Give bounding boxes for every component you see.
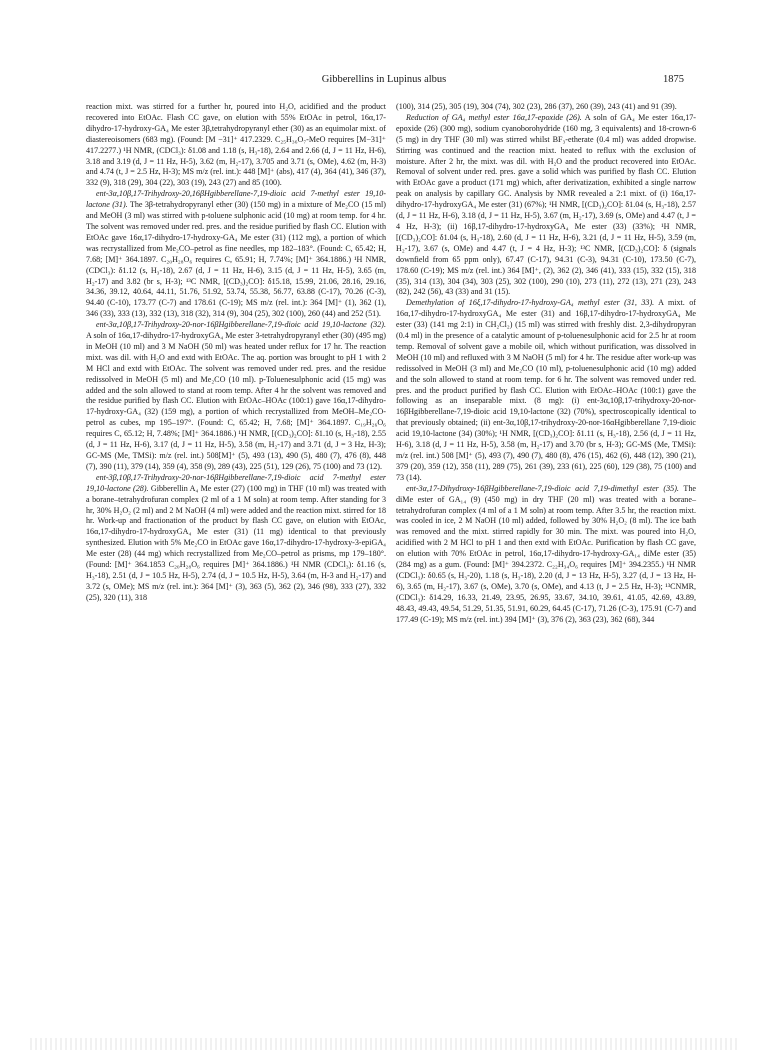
section-paragraph bbox=[396, 298, 696, 483]
scan-footer-strip bbox=[30, 1038, 738, 1050]
section-paragraph bbox=[86, 473, 386, 604]
section-paragraph bbox=[396, 484, 696, 626]
section-title: Demethylation of 16ξ,17-dihydro-17-hydroxy-GA₄ methyl ester (31, 33). bbox=[406, 298, 655, 308]
page-number: 1875 bbox=[663, 74, 684, 85]
section-title: ent-3β,10β,17-Trihydroxy-20-nor-16βHgibberellane-7,19-dioic acid 7-methyl ester 19,10-lactone (28). bbox=[86, 472, 386, 493]
running-title: Gibberellins in Lupinus albus bbox=[321, 74, 447, 85]
section-title: Reduction of GA₄ methyl ester 16α,17-epoxide (26). bbox=[406, 112, 582, 122]
right-column bbox=[396, 102, 696, 626]
section-body: Gibberellin A₄ Me ester (27) (100 mg) in THF (10 ml) was treated with a borane–tetrahydrofuran complex (2 ml of a 1 M soln) at room temp. After standing for 3 hr, 30% H₂O₂ (2 ml) and 2 M NaOH (4 ml) were added and the reaction mixt. stirred for 18 hr. Work-up and fractionation of the product by flash CC gave, on elution with EtOAc, 16α,17-dihydro-17-hydroxyGA₄ Me ester (31) (11 mg) identical to that previously synthesized. Elution with 5% Me₂CO in EtOAc gave 16α,17-dihydro-17-hydroxy-3-epiGA₄ Me ester (28) (44 mg) which recrystallized from Me₂CO–petrol as prisms, mp 179–180°. (Found: [M]⁺ 364.1853 C₂₀H₂₈O₆ requires [M]⁺ 364.1886.) ¹H NMR (CDCl₃): δ1.16 (s, H₃-18), 2.51 (d, J = 10.5 Hz, H-5), 2.74 (d, J = 10.5 Hz, H-5), 3.64 (m, H-3 and H₂-17) and 3.72 (s, OMe); MS m/z (rel. int.): 364 [M]⁺ (3), 363 (5), 362 (2), 346 (98), 333 (27), 332 (25), 320 (11), 318 bbox=[86, 483, 386, 602]
section-body: A soln of 16α,17-dihydro-17-hydroxyGA₄ Me ester 3-tetrahydropyranyl ether (30) (495 mg) in MeOH (10 ml) and 3 M NaOH (50 ml) was heated under reflux for 17 hr. The reaction mixt. was dil. with H₂O and extd with EtOAc. The aq. portion was brought to pH 1 with 2 M HCl and extd with EtOAc. The solvent was removed under red. pres. and the residue redissolved in MeOH (5 ml) and Me₂CO (10 ml). p-Toluenesulphonic acid (15 mg) was added and the soln allowed to stand at room temp. After 4 hr the solvent was removed and the residue purified by flash CC. Elution with EtOAc–HOAc (100:1) gave 16α,17-dihydro-17-hydroxy-GA₄ (32) (159 mg), a portion of which recrystallized from MeOH–Me₂CO-petrol as cubes, mp 195–197°. (Found: C, 65.42; H, 7.68; [M]⁺ 364.1897. C₁₉H₂₆O₆ requires C, 65.12; H, 7.48%; [M]⁺ 364.1886.) ¹H NMR, [(CD₃)₂CO]: δ1.10 (s, H₃-18), 2.55 (d, J = 11 Hz, H-6), 3.17 (d, J = 11 Hz, H-5), 3.58 (m, H₂-17) and 3.71 (d, J = 3 Hz, H-3); GC-MS (Me, TMSi): m/z (rel. int.) 508[M]⁺ (5), 493 (13), 490 (5), 480 (7), 476 (8), 448 (7), 390 (11), 379 (14), 359 (4), 358 (9), 289 (43), 225 (51), 129 (26), 75 (100) and 73 (12). bbox=[86, 331, 386, 471]
section-title: ent-3α,10β,17-Trihydroxy-20,16βHgibberellane-7,19-dioic acid 7-methyl ester 19,10-lactone (31). bbox=[86, 189, 386, 210]
section-paragraph bbox=[86, 189, 386, 320]
continued-paragraph: (100), 314 (25), 305 (19), 304 (74), 302 (23), 286 (37), 260 (39), 243 (41) and 91 (39). bbox=[396, 102, 677, 111]
section-body: A soln of GA₄ Me ester 16α,17-epoxide (26) (300 mg), sodium cyanoborohydride (160 mg, 3 equivalents) and 18-crown-6 (5 mg) in dry THF (30 ml) was stirred whilst BF₃-etherate (0.4 ml) was added dropwise. Stirring was continued and the reaction mixt. heated to reflux with the exclusion of moisture. After 2 hr, the mixt. was dil. with H₂O and the product recovered into EtOAc. Removal of solvent under red. pres. gave a solid which was purified by flash CC. Elution with EtOAc gave a product (171 mg) which, after derivatization, exhibited a single narrow peak on analysis by capillary GC. Analysis by NMR revealed a 2:1 mixt. of (i) 16α,17-dihydro-17-hydroxyGA₄ Me ester (31) (67%); ¹H NMR, [(CD₃)₂CO]: δ1.04 (s, H₃-18), 2.57 (d, J = 11 Hz, H-6), 3.18 (d, J = 11 Hz, H-5), 3.67 (m, H₂-17), 3.69 (s, OMe) and 4.47 (t, J = 4 Hz, H-3); (ii) 16β,17-dihydro-17-hydroxyGA₄ Me ester (33) (33%); ¹H NMR, [(CD₃)₂CO]: δ1.04 (s, H₃-18), 2.60 (d, J = 11 Hz, H-6), 3.21 (d, J = 11 Hz, H-5), 3.59 (m, H₂-17), 3.67 (s, OMe) and 4.47 (t, J = 4 Hz, H-3); ¹³C NMR, [(CD₃)₂CO]: δ (signals downfield from 65 ppm only), 67.47 (C-17), 94.31 (C-3), 94.31 (C-10), 173.50 (C-7), 178.60 (C-19); MS m/z (rel. int.) 364 [M]⁺, (2), 362 (2), 346 (41), 333 (15), 332 (15), 318 (35), 314 (13), 304 (34), 303 (25), 302 (100), 290 (10), 273 (11), 272 (13), 271 (23), 243 (82), 242 (56), 43 (33) and 31 (15). bbox=[396, 112, 697, 297]
section-body: The 3β-tetrahydropyranyl ether (30) (150 mg) in a mixture of Me₂CO (15 ml) and MeOH (3 ml) was stirred with p-toluene sulphonic acid (10 mg) at room temp. for 4 hr. The solvent was removed under red. pres. and the residue purified by flash CC. Elution with EtOAc gave 16α,17-dihydro-17-hydroxy-GA₄ Me ester (31) (112 mg), a portion of which was recrystallized from Me₂CO–petrol as fine needles, mp 182–183°. (Found: C, 65.42; H, 7.68; [M]⁺ 364.1897. C₂₀H₂₈O₆ requires C, 65.91; H, 7.74%; [M]⁺ 364.1886.) ¹H NMR, (CDCl₃): δ1.12 (s, H₃-18), 2.67 (d, J = 11 Hz, H-6), 3.15 (d, J = 11 Hz, H-5), 3.65 (m, H₂-17) and 3.82 (br s, H-3); ¹³C NMR, [(CD₃)₂CO]: δ15.18, 15.99, 21.06, 28.16, 29.16, 34.36, 39.12, 40.64, 44.11, 51.76, 51.92, 53.74, 55.38, 56.77, 63.88 (C-17), 70.26 (C-3), 94.40 (C-10), 173.77 (C-7) and 178.61 (C-19); MS m/z (rel. int.): 364 [M]⁺ (1), 362 (1), 346 (33), 333 (13), 332 (13), 318 (32), 314 (9), 304 (25), 302 (100), 260 (44) and 252 (51). bbox=[86, 200, 386, 319]
section-paragraph bbox=[86, 320, 386, 473]
section-title: ent-3α,10β,17-Trihydroxy-20-nor-16βHgibberellane-7,19-dioic acid 19,10-lactone (32). bbox=[96, 320, 386, 330]
left-column bbox=[86, 102, 386, 604]
continued-paragraph: reaction mixt. was stirred for a further hr, poured into H₂O, acidified and the product recovered into EtOAc. Flash CC gave, on elution with 55% EtOAc in petrol, 16α,17-dihydro-17-hydroxy-GA₄ Me ester 3β,tetrahydropyranyl ether (30) as an equimolar mixt. of diastereoisomers (683 mg). (Found: [M −31]⁺ 417.2329. C₂₅H₃₆O₇-MeO requires [M−31]⁺ 417.2277.) ¹H NMR, (CDCl₃): δ1.08 and 1.18 (s, H₃-18), 2.64 and 2.66 (d, J = 11 Hz, H-6), 3.18 and 3.19 (d, J = 11 Hz, H-5), 3.62 (m, H₂-17), 3.705 and 3.71 (s, OMe), 4.62 (m, H-3) and 4.74 (t, J = 2.5 Hz, H-3); MS m/z (rel. int.): 448 [M]⁺ (abs), 417 (4), 364 (41), 346 (37), 332 (9), 318 (29), 304 (22), 303 (19), 243 (27) and 85 (100). bbox=[86, 102, 386, 188]
section-title: ent-3α,17-Dihydroxy-16βHgibberellane-7,19-dioic acid 7,19-dimethyl ester (35). bbox=[406, 483, 679, 493]
section-paragraph bbox=[396, 113, 696, 298]
section-body: The diMe ester of GA₁₄ (9) (450 mg) in dry THF (20 ml) was treated with a borane–tetrahydrofuran complex (4 ml of a 1 M soln) at room temp. After 3.5 hr, the reaction mixt. was cooled in ice, 2 M NaOH (10 ml) added, followed by 30% H₂O₂ (8 ml). The ice bath was removed and the mixt. stirred rapidly for 30 min. The mixt. was poured into H₂O, acidified with 2 M HCl to pH 1 and then extd with EtOAc. Purification by flash CC gave, on elution with 70% EtOAc in petrol, 16α,17-dihydro-17-hydroxy-GA₁₄ diMe ester (35) (284 mg) as a gum. (Found: [M]⁺ 394.2372. C₂₂H₃₄O₆ requires [M]⁺ 394.2355.) ¹H NMR (CDCl₃): δ0.65 (s, H₃-20), 1.18 (s, H₃-18), 2.20 (d, J = 13 Hz, H-5), 3.27 (d, J = 13 Hz, H-6), 3.65 (m, H₂-17), 3.67 (s, OMe), 3.70 (s, OMe), and 4.13 (t, J = 2.5 Hz, H-3); ¹³CNMR, (CDCl₃): δ14.29, 16.33, 21.49, 23.95, 26.95, 33.67, 34.10, 39.61, 41.05, 42.69, 43.89, 48.43, 49.43, 49.54, 51.29, 51.35, 51.91, 60.29, 64.45 (C-17), 71.26 (C-3), 175.91 (C-7) and 177.49 (C-19); MS m/z (rel. int.) 394 [M]⁺ (3), 376 (2), 363 (23), 362 (68), 344 bbox=[396, 483, 696, 624]
section-body: A mixt. of 16α,17-dihydro-17-hydroxyGA₄ Me ester (31) and 16β,17-dihydro-17-hydroxyGA₄ Me ester (33) (141 mg 2:1) in CH₂Cl₂) (15 ml) was stirred with freshly dist. 2,3-dihydropyran (0.4 ml) in the presence of a catalytic amount of p-toluenesulphonic acid for 2.5 hr at room temp. Removal of solvent gave a mobile oil, which without purification, was dissolved in MeOH (10 ml) and refluxed with 3 M NaOH (5 ml) for 4 hr. The residue after work-up was redissolved in MeOH (3 ml) and Me₂CO (10 ml), p-toluenesulphonic acid (10 mg) added and the soln allowed to stand at room temp. for 6 hr. The solvent was removed under red. pres. and the product purified by flash CC. Elution with EtOAc–HOAc (100:1) gave the following as an inseparable mixt. (8 mg): (i) ent-3α,10β,17-trihydroxy-20-nor-16βHgibberellane-7,19-dioic acid 19,10-lactone (32) (70%), spectroscopically identical to that previously obtained; (ii) ent-3α,10β,17-trihydroxy-20-nor-16αHgibberellane 7,19-dioic acid 19,10-lactone (34) (30%); ¹H NMR, [(CD₃)₂CO]: δ1.11 (s, H₃-18), 2.56 (d, J = 11 Hz, H-6), 3.18 (d, J = 11 Hz, H-5), 3.58 (m, H₂-17) and 3.70 (br s, H-3); GC-MS (Me, TMSi): m/z (rel. int.) 508 [M]⁺ (5), 493 (7), 490 (7), 480 (8), 476 (15), 462 (6), 448 (12), 390 (21), 379 (20), 359 (12), 358 (11), 289 (75), 261 (39), 233 (61), 225 (60), 129 (38), 75 (100) and 73 (14). bbox=[396, 298, 696, 482]
